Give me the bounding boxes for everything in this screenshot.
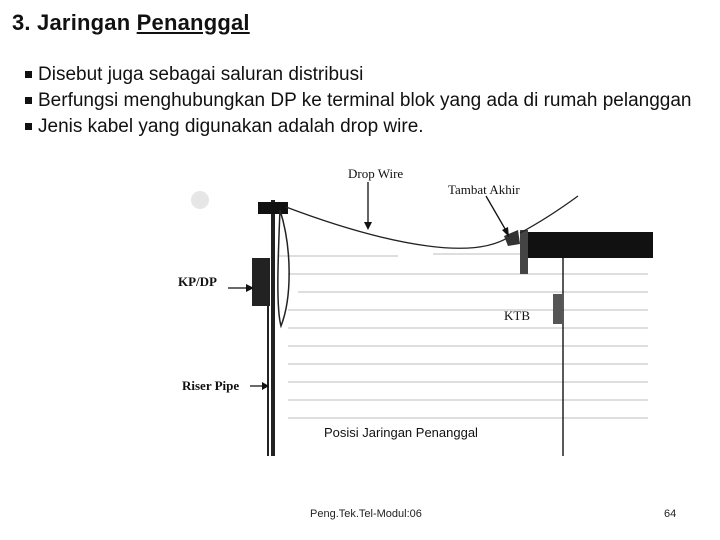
bullet-item: Jenis kabel yang digunakan adalah drop wire. xyxy=(38,114,691,140)
label-ktb: KTB xyxy=(504,308,530,323)
title-prefix: 3. Jaringan xyxy=(12,10,131,35)
bullet-icon xyxy=(25,123,32,130)
bullet-icon xyxy=(25,71,32,78)
footer-module: Peng.Tek.Tel-Modul:06 xyxy=(310,508,422,520)
bullet-list xyxy=(38,62,691,140)
page-number: 64 xyxy=(664,508,677,520)
label-riser-pipe: Riser Pipe xyxy=(182,378,240,393)
label-drop-wire: Drop Wire xyxy=(348,166,404,181)
kp-dp-box xyxy=(252,258,270,306)
title-underlined: Penanggal xyxy=(136,10,250,35)
slide-title xyxy=(12,10,250,36)
scan-background xyxy=(168,158,653,456)
bullet-item: Disebut juga sebagai saluran distribusi xyxy=(38,62,691,88)
bullet-icon xyxy=(25,97,32,104)
wall-plate xyxy=(520,230,528,274)
house-beam xyxy=(528,232,653,258)
diagram-svg xyxy=(168,158,653,456)
scan-spot xyxy=(191,191,209,209)
drop-wire-diagram xyxy=(168,158,653,456)
bullet-item: Berfungsi menghubungkan DP ke terminal blok yang ada di rumah pelanggan xyxy=(38,88,691,114)
label-kp-dp: KP/DP xyxy=(178,274,217,289)
pole xyxy=(271,200,275,456)
pole-cap xyxy=(258,202,288,214)
label-tambat-akhir: Tambat Akhir xyxy=(448,182,520,197)
figure-caption: Posisi Jaringan Penanggal xyxy=(324,425,478,440)
ktb-box xyxy=(553,294,562,324)
